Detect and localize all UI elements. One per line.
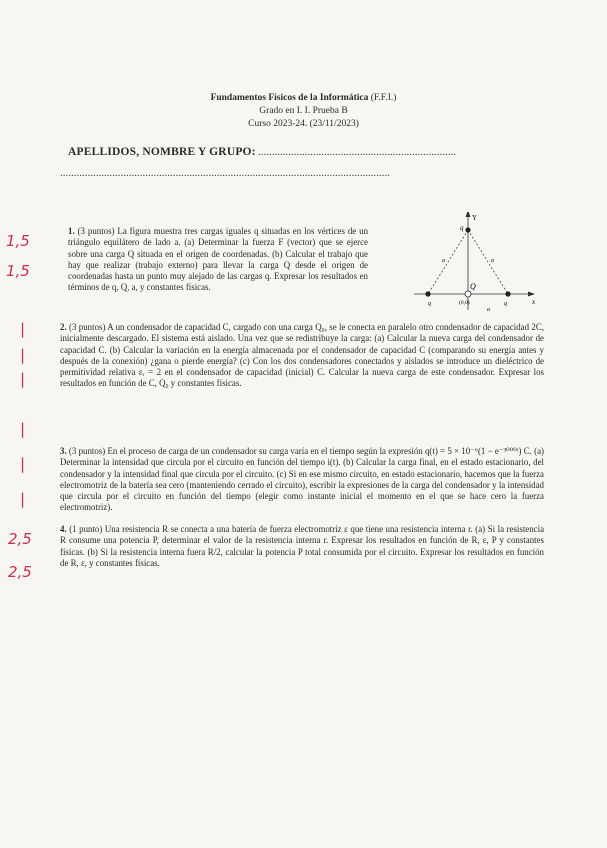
- question-text: (3 puntos) A un condensador de capacidad C, cargado con una carga Q₀, se le conecta en paralelo otro condensador de capacidad 2C, inicialmente descargado. El sistema está aislado. Una vez que se redistribuye la carga: (a) Calcular la nueva carga del condensador de capacidad C. (b) Calcular la variación en la energía almacenada por el condensador de capacidad C (comparando su energía antes y después de la conexión) ¿gana o pierde energía? (c) Con los dos condensadores conectados y aislados se introduce un dieléctrico de permitividad relativa εᵣ = 2 en el condensador de capacidad (inicial) C. Calcular la nueva carga de este condensador. Expresar los resultados en función de C, Q₀ y constantes físicas.: [60, 322, 544, 389]
- x-axis-label: x: [532, 298, 536, 306]
- handwritten-grades: [0, 0, 60, 848]
- charge-right: [505, 291, 510, 296]
- triangle-charges-figure: [388, 212, 538, 317]
- label-charge-Q: Q: [470, 282, 476, 291]
- course-abbr: (F.F.I.): [370, 93, 397, 103]
- course-title: Fundamentos Físicos de la Informática: [210, 93, 369, 103]
- grade-mark: |: [20, 370, 26, 388]
- grade-mark: 1,5: [6, 232, 30, 250]
- degree-line: Grado en I. I. Prueba B: [259, 106, 348, 116]
- question-number: 1.: [68, 226, 75, 236]
- question-text: (3 puntos) En el proceso de carga de un condensador su carga varía en el tiempo según la expresión q(t) = 5 × 10⁻⁶(1 − e⁻³⁰⁰⁰ᵗ) C. (a) Determinar la intensidad que circula por el circuito en función del tiempo i(t). (b) Calcular la carga final, en el estado estacionario, del condensador y la intensidad final que circula por el circuito. (c) Si en ese mismo circuito, en estado estacionario, hacemos que la fuerza electromotriz de la batería sea cero (manteniendo cerrado el circuito), escribir la expresiones de la carga del condensador y la intensidad que circula por el circuito en función del tiempo (elegir como instante inicial el momento en el que se hace cero la fuerza electromotriz).: [60, 446, 544, 513]
- grade-mark: |: [20, 455, 26, 473]
- grade-mark: 1,5: [6, 262, 30, 280]
- label-side-right: a: [491, 258, 494, 264]
- label-q-right: q: [504, 301, 507, 307]
- question-2: [60, 322, 544, 390]
- question-text: (1 punto) Una resistencia R se conecta a una batería de fuerza electromotriz ε que tiene una resistencia interna r. (a) Si la resistencia R consume una potencia P, determinar el valor de la resistencia interna r. Expresar los resultados en función de R, ε, P y constantes físicas. (b) Si la resistencia interna fuera R/2, calcular la potencia P total consumida por el circuito. Expresar los resultados en función de R, ε, y constantes físicas.: [60, 524, 545, 568]
- grade-mark: |: [20, 320, 26, 338]
- question-4: [60, 524, 544, 569]
- question-1: [68, 226, 368, 294]
- charge-Q-origin: [465, 291, 471, 297]
- charge-top: [465, 227, 470, 232]
- grade-mark: 2,5: [8, 563, 32, 581]
- label-origin: (0,0): [459, 300, 470, 306]
- y-axis-label: Y: [472, 214, 478, 222]
- label-q-top: q: [460, 224, 464, 232]
- x-axis-arrow: [528, 292, 535, 297]
- grade-mark: |: [20, 490, 26, 508]
- grade-mark: |: [20, 420, 26, 438]
- student-name-field-line2[interactable]: ........................................................................................................................: [60, 167, 390, 179]
- triangle-side-left: [428, 230, 468, 294]
- grade-mark: |: [20, 346, 26, 364]
- question-text: (3 puntos) La figura muestra tres cargas iguales q situadas en los vértices de un triángulo equilátero de lado a. (a) Determinar la fuerza F (vector) que se ejerce sobre una carga Q situada en el origen de coordenadas. (b) Calcular el trabajo que hay que realizar (trabajo externo) para llevar la carga Q desde el origen de coordenadas hasta un punto muy alejado de las cargas q. Expresar los resultados en términos de q, Q, a, y constantes físicas.: [68, 226, 369, 293]
- year-line: Curso 2023-24. (23/11/2023): [248, 119, 359, 129]
- student-name-field-line1[interactable]: ........................................................................: [258, 146, 456, 158]
- question-3: [60, 446, 544, 514]
- grade-mark: 2,5: [8, 530, 32, 548]
- y-axis-arrow: [466, 212, 471, 217]
- charge-left: [425, 291, 430, 296]
- question-number: 3.: [60, 446, 67, 456]
- exam-header: [0, 92, 607, 131]
- label-q-left: q: [428, 301, 431, 307]
- question-number: 2.: [60, 322, 67, 332]
- label-side-left: a: [442, 258, 445, 264]
- label-side-bottom: a: [487, 307, 490, 313]
- question-number: 4.: [60, 524, 67, 534]
- student-label: APELLIDOS, NOMBRE Y GRUPO:: [68, 146, 256, 158]
